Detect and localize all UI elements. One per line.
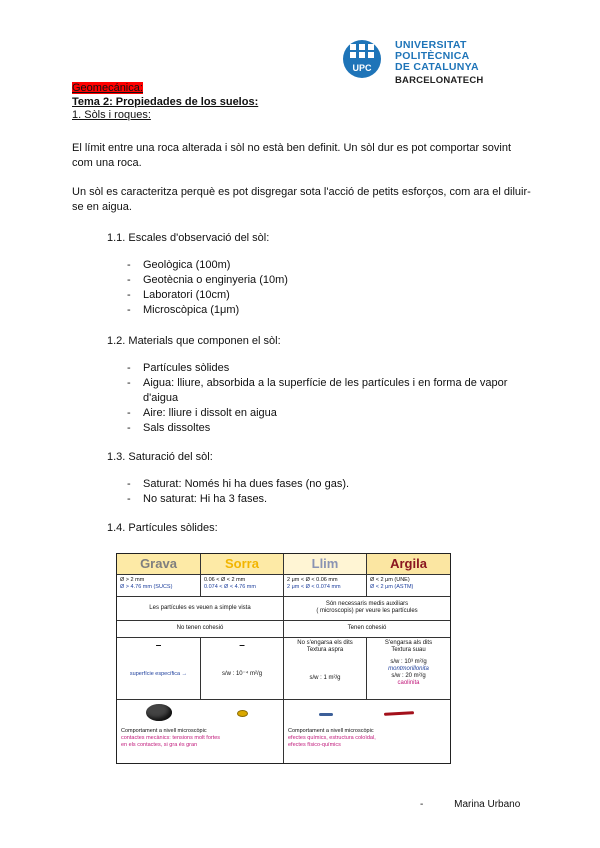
- visibility-right: [284, 597, 450, 620]
- behaviour-right-title: Comportament a nivell microscòpic: [288, 728, 374, 734]
- props-llim-1: No s'engarsa els dits: [297, 640, 353, 646]
- paragraph-1: El límit entre una roca alterada i sòl no està ben definit. Un sòl dur es pot comportar sovint com una roca.: [72, 142, 512, 169]
- props-argila-1: S'engarsa als dits: [384, 640, 433, 646]
- section-1-2-title: 1.2. Materials que componen el sòl:: [107, 335, 281, 347]
- behaviour-right-line1: efectes químics, estructura coloïdal,: [288, 735, 376, 741]
- props-argila-s2: s/w : 20 m²/g: [391, 673, 426, 679]
- props-sorra-surface: s/w : 10⁻⁴ m²/g: [221, 671, 263, 677]
- upc-logo-mark-icon: [343, 38, 381, 80]
- size-grava-1: Ø > 2 mm: [120, 577, 145, 583]
- logo-line-3: BARCELONATECH: [395, 75, 484, 86]
- visibility-right-1: Són necessaris medis auxiliars: [325, 601, 409, 607]
- props-llim: [284, 638, 367, 699]
- header-sorra: Sorra: [201, 554, 284, 574]
- props-grava-surface: [117, 671, 200, 678]
- size-argila: [367, 575, 450, 596]
- upc-logo: [343, 38, 543, 86]
- behaviour-left-text: [121, 728, 283, 749]
- props-argila-mineral2: caolinita: [397, 680, 420, 686]
- table-header-row: [117, 554, 450, 575]
- size-grava-2: Ø > 4.76 mm (SUCS): [120, 584, 173, 590]
- particles-table: [116, 553, 451, 764]
- list-item: - Laboratori (10cm): [127, 288, 527, 303]
- saturation-list: [127, 477, 527, 507]
- list-item: - Geològica (100m): [127, 258, 527, 273]
- props-grava: [117, 638, 201, 699]
- soil-materials-list: [127, 361, 527, 436]
- doc-header: [72, 82, 532, 123]
- list-item: - Aire: lliure i dissolt en aigua: [127, 406, 527, 421]
- cohesion-left: No tenen cohesió: [117, 621, 284, 637]
- header-grava: Grava: [117, 554, 201, 574]
- size-grava: [117, 575, 201, 596]
- silt-particle-icon: [319, 713, 333, 716]
- footer-dash: -: [420, 799, 424, 810]
- list-item: - Partícules sòlides: [127, 361, 527, 376]
- behaviour-left-line2: en els contactes, si gra és gran: [121, 742, 198, 748]
- behaviour-right: [284, 700, 450, 763]
- behaviour-left: [117, 700, 284, 763]
- logo-line-1: UNIVERSITAT POLITÈCNICA: [395, 39, 470, 62]
- list-item-continuation: d'aigua: [143, 392, 179, 404]
- section-1-1-title: 1.1. Escales d'observació del sòl:: [107, 232, 270, 244]
- size-llim: [284, 575, 367, 596]
- observation-scales-list: [127, 258, 527, 318]
- paragraph-2: Un sòl es caracteritza perquè es pot disgregar sota l'acció de petits esforços, com ara el diluir-se en aigua.: [72, 186, 531, 213]
- arrow-icon: →: [181, 671, 188, 677]
- visibility-left: Les partícules es veuen a simple vista: [117, 597, 284, 620]
- props-sorra-dash: –: [239, 640, 245, 651]
- props-sorra: [201, 638, 284, 699]
- behaviour-left-line1: contactes mecànics: tensions molt fortes: [121, 735, 221, 741]
- list-item: - Microscòpica (1μm): [127, 303, 527, 318]
- size-llim-1: 2 μm < Ø < 0.06 mm: [287, 577, 338, 583]
- logo-line-2: DE CATALUNYA: [395, 61, 479, 73]
- list-item: - Sals dissoltes: [127, 421, 527, 436]
- props-llim-surface: s/w : 1 m²/g: [309, 675, 341, 681]
- list-item: - Saturat: Només hi ha dues fases (no gas).: [127, 477, 527, 492]
- table-row: [117, 575, 450, 597]
- size-argila-1: Ø < 2 μm (UNE): [370, 577, 410, 583]
- upc-logo-text: [395, 40, 543, 86]
- footer-author: Marina Urbano: [454, 799, 521, 810]
- section-title: 1. Sòls i roques:: [72, 109, 151, 122]
- topic-title: Tema 2: Propiedades de los suelos:: [72, 95, 259, 108]
- table-row: [117, 700, 450, 763]
- size-sorra-1: 0.06 < Ø < 2 mm: [204, 577, 246, 583]
- size-argila-2: Ø < 2 μm (ASTM): [370, 584, 414, 590]
- table-row: [117, 638, 450, 700]
- props-argila: [367, 638, 450, 699]
- size-sorra-2: 0.074 < Ø < 4.76 mm: [204, 584, 256, 590]
- props-argila-2: Textura suau: [391, 647, 426, 653]
- grava-surface-label: superfície específica: [129, 671, 181, 677]
- behaviour-right-line2: efectes físico-químics: [288, 742, 341, 748]
- header-llim: Llim: [284, 554, 367, 574]
- props-argila-mineral1: montmorillonita: [388, 666, 429, 672]
- sand-particle-icon: [237, 710, 248, 717]
- list-item: [127, 376, 527, 406]
- props-grava-dash: –: [155, 640, 162, 651]
- size-llim-2: 2 μm < Ø < 0.074 mm: [287, 584, 341, 590]
- subject-title: Geomecánica:: [72, 82, 143, 94]
- list-item: - Geotècnia o enginyeria (10m): [127, 273, 527, 288]
- size-sorra: [201, 575, 284, 596]
- behaviour-right-text: [288, 728, 448, 749]
- footer: [420, 799, 520, 810]
- list-item: - No saturat: Hi ha 3 fases.: [127, 492, 527, 507]
- gravel-particle-icon: [146, 704, 172, 721]
- table-row: [117, 621, 450, 638]
- clay-particle-icon: [384, 711, 414, 716]
- section-1-3-title: 1.3. Saturació del sòl:: [107, 451, 213, 463]
- list-item-line: Aigua: lliure, absorbida a la superfície de les partícules i en forma de vapor: [143, 377, 508, 389]
- props-argila-s1: s/w : 10³ m²/g: [390, 659, 427, 665]
- section-1-4-title: 1.4. Partícules sòlides:: [107, 522, 218, 534]
- header-argila: Argila: [367, 554, 450, 574]
- cohesion-right: Tenen cohesió: [347, 625, 387, 631]
- behaviour-left-title: Comportament a nivell microscòpic: [121, 728, 207, 734]
- props-llim-2: Textura aspra: [306, 647, 344, 653]
- svg-text:UPC: UPC: [352, 63, 372, 73]
- visibility-right-2: ( microscopis) per veure les partícules: [316, 608, 418, 614]
- table-row: [117, 597, 450, 621]
